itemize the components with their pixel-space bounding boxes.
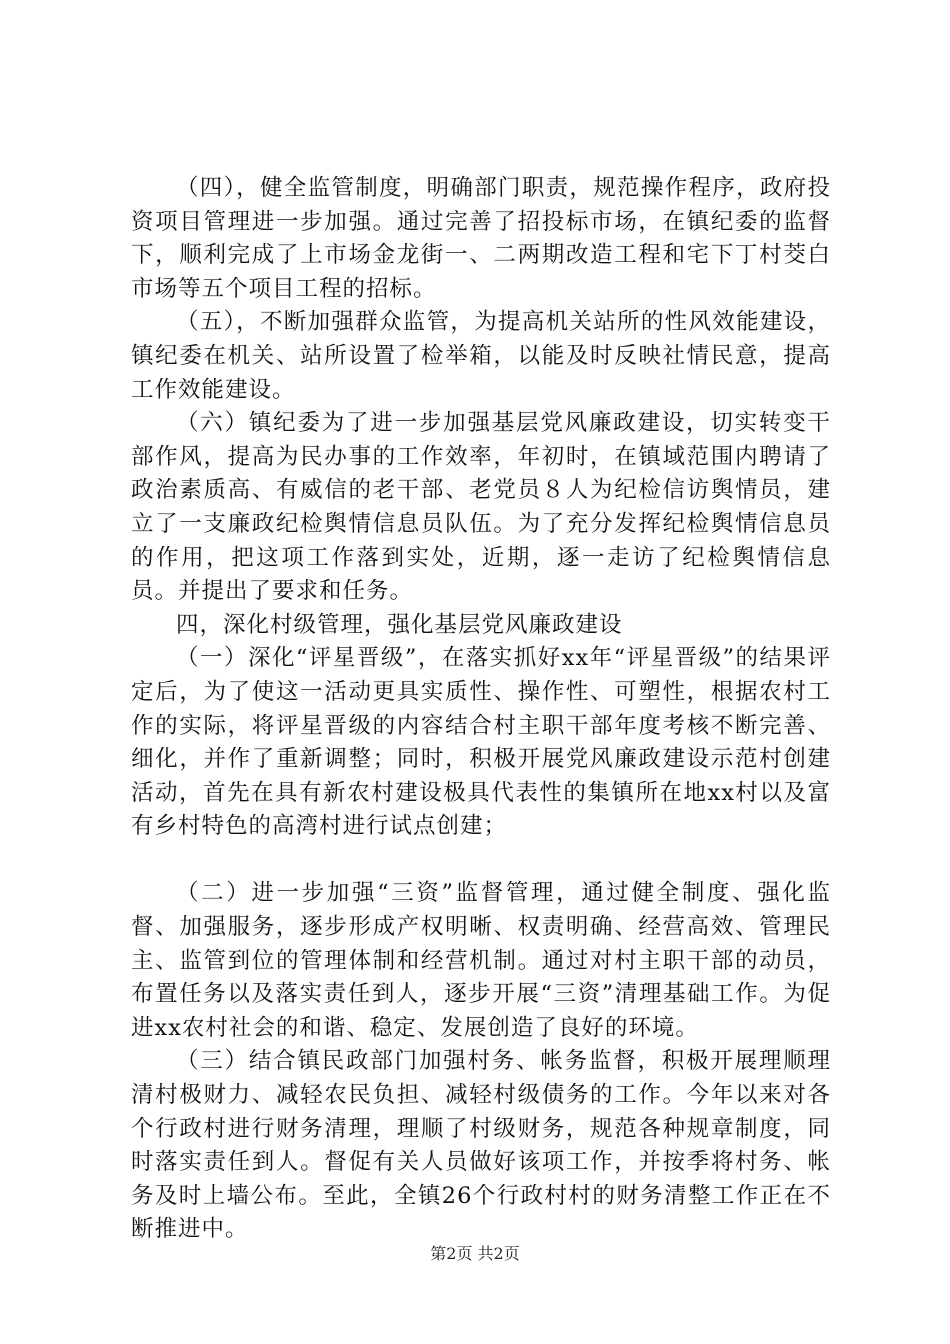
page-number-footer: 第2页 共2页 [430, 1244, 520, 1263]
section-heading-village-management: 四，深化村级管理，强化基层党风廉政建设 [176, 611, 623, 638]
document-body [131, 172, 831, 1247]
paragraph-star-rating: （一）深化“评星晋级”，在落实抓好xx年“评星晋级”的结果评定后，为了使这一活动更具实质性、操作性、可塑性，根据农村工作的实际，将评星晋级的内容结合村主职干部年度考核不断完善、细化，并作了重新调整；同时，积极开展党风廉政建设示范村创建活动，首先在具有新农村建设极具代表性的集镇所在地xx村以及富有乡村特色的高湾村进行试点创建； [131, 645, 831, 840]
paragraph-village-finance: （三）结合镇民政部门加强村务、帐务监督，积极开展理顺理清村极财力、减轻农民负担、减轻村级债务的工作。今年以来对各个行政村进行财务清理，理顺了村级财务，规范各种规章制度，同时落实责任到人。督促有关人员做好该项工作，并按季将村务、帐务及时上墙公布。至此，全镇26个行政村村的财务清整工作正在不断推进中。 [131, 1048, 831, 1243]
paragraph-discipline-informants: （六）镇纪委为了进一步加强基层党风廉政建设，切实转变干部作风，提高为民办事的工作效率，年初时，在镇域范围内聘请了政治素质高、有威信的老干部、老党员８人为纪检信访舆情员，建立了一支廉政纪检舆情信息员队伍。为了充分发挥纪检舆情信息员的作用，把这项工作落到实处，近期，逐一走访了纪检舆情信息员。并提出了要求和任务。 [131, 410, 831, 605]
paragraph-three-assets: （二）进一步加强“三资”监督管理，通过健全制度、强化监督、加强服务，逐步形成产权明晰、权责明确、经营高效、管理民主、监管到位的管理体制和经营机制。通过对村主职干部的动员，布置任务以及落实责任到人，逐步开展“三资”清理基础工作。为促进xx农村社会的和谐、稳定、发展创造了良好的环境。 [131, 880, 831, 1041]
paragraph-public-supervision: （五），不断加强群众监管，为提高机关站所的性风效能建设，镇纪委在机关、站所设置了检举箱，以能及时反映社情民意，提高工作效能建设。 [131, 309, 831, 403]
paragraph-supervision-system: （四），健全监管制度，明确部门职责，规范操作程序，政府投资项目管理进一步加强。通过完善了招投标市场，在镇纪委的监督下，顺利完成了上市场金龙街一、二两期改造工程和宅下丁村茭白市场等五个项目工程的招标。 [131, 175, 831, 302]
